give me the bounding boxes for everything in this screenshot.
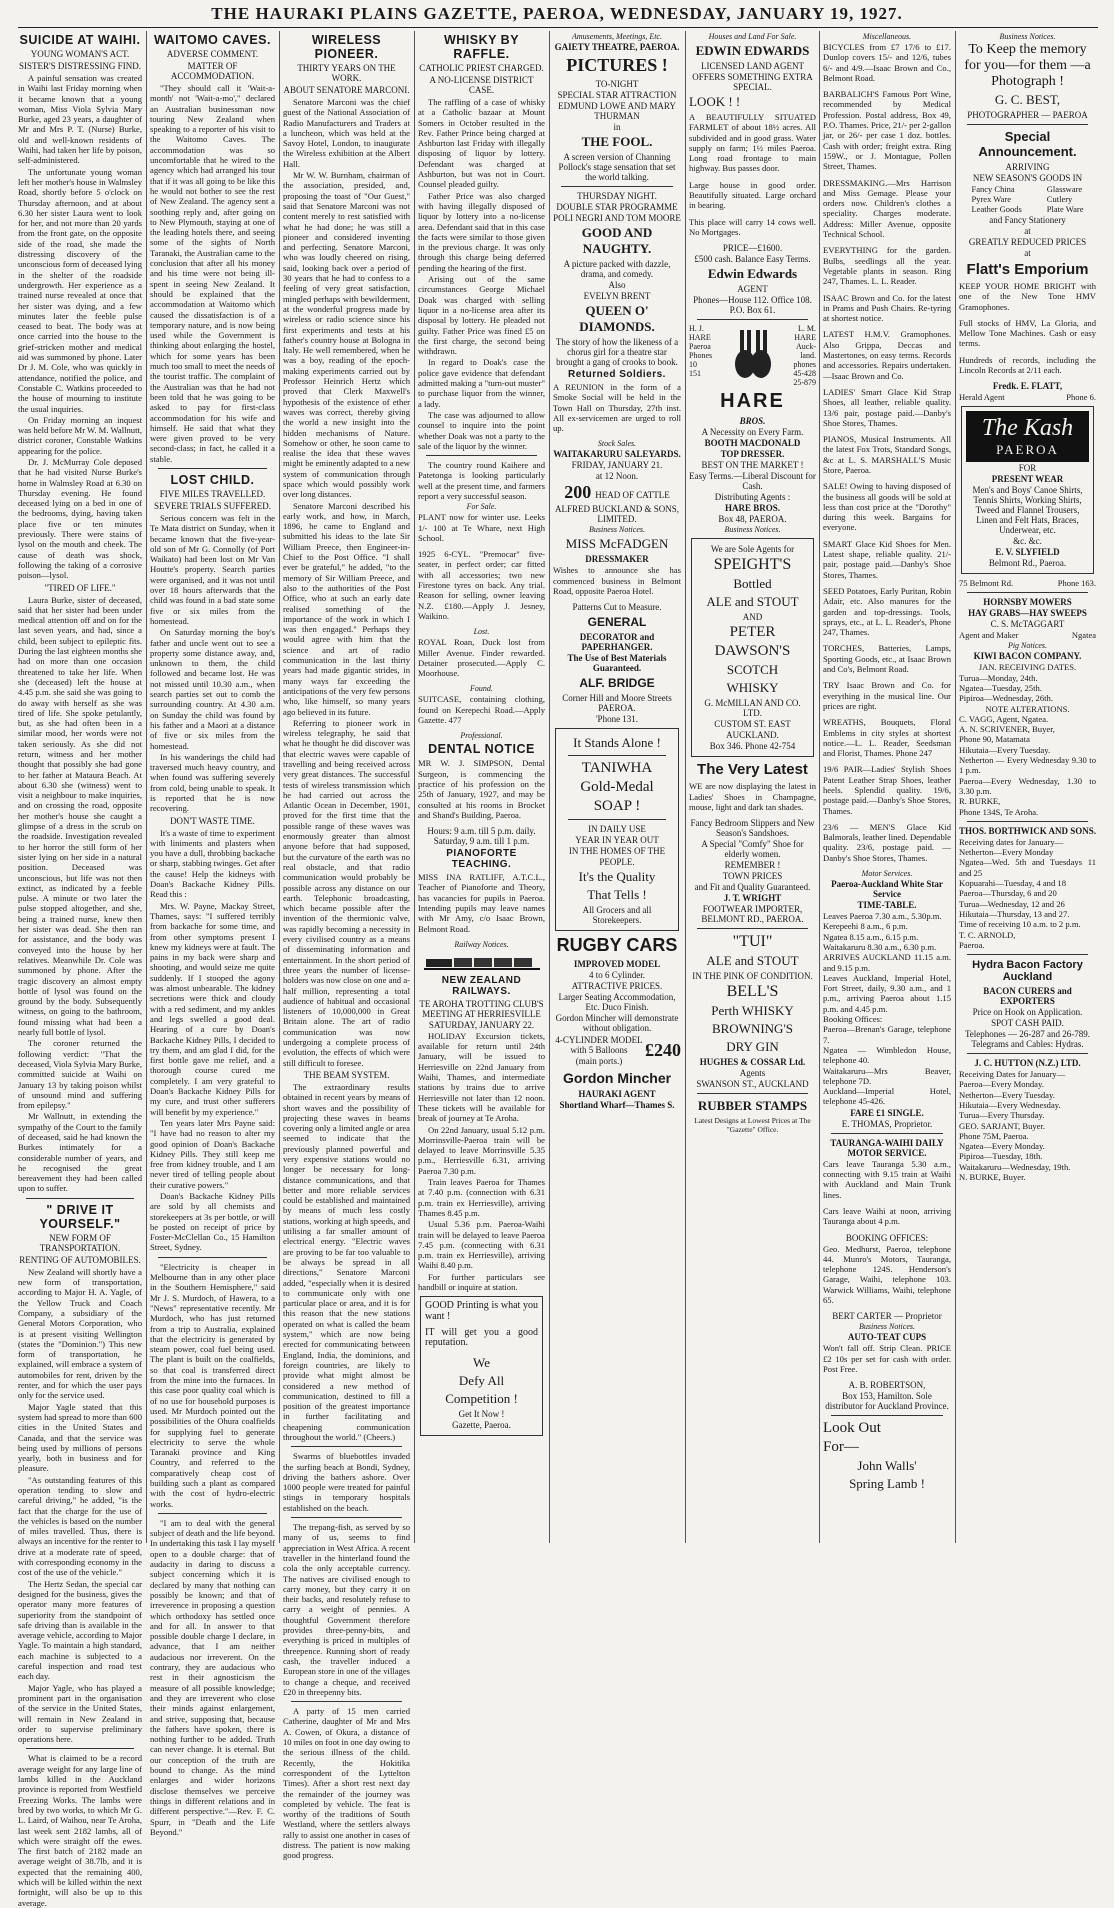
column-divider — [146, 31, 147, 1543]
railway-subtitle: TE AROHA TROTTING CLUB'S MEETING AT HERRIESVILLE — [419, 998, 544, 1019]
article-body: New Zealand will shortly have a new form of transportation, according to Major H. A. Yagle, of the Yellow Truck and Coach Company, a subsidiary of the General Motors Corporation, who is at present visiting Wellington (states the "Dominion.") This new form of transportation, he explained, will embrace a system of automobiles for rent, driven by the renter, and for which the user pays only for the service used. Major Yagle stated that this system had spread to more than 600 cities in the United States and Canada, and that the service was being used by millions of persons yearly, both in business and for pleasure. "As outstanding features of this operation tending to slow and careful driving," he added, "is the fact that the charge for the use of the vehicles is based on the number of miles travelled. Thus, there is always an incentive for the renter to drive at a moderate rate of speed, with corresponding economy in the cost of the use of the vehicle." The Hertz Sedan, the special car designed for the business, gives the operator many more features of superiority from the standpoint of safe driving than is available in the average vehicle, according to Major Yagle. To maintain a high standard, each machine is subjected to a careful inspection and road test each day. Major Yagle, who has played a prominent part in the organisation of the service in the United States, will remain in New Zealand in order to supervise preliminary operations here. — [18, 1266, 142, 1745]
column-5: Amusements, Meetings, Etc. GAIETY THEATRE, PAEROA. PICTURES ! TO-NIGHT SPECIAL STAR ATTRACTION EDMUND LOWE AND MARY THURMAN in THE FOOL. A screen version of Channing Pollock's stage sensation that set the world talking. THURSDAY NIGHT. DOUBLE STAR PROGRAMME POLI NEGRI AND TOM MOORE GOOD AND NAUGHTY. A picture packed with dazzle, drama, and comedy. Also EVELYN BRENT QUEEN O' DIAMONDS. The story of how the likeness of a chorus girl for a theatre star brought a gang of crooks to book. Returned Soldiers. A REUNION in the form of a Smoke Social will be held in the Town Hall on Thursday, 27th inst. All ex-servicemen are urged to roll up. Stock Sales. WAITAKARURU SALEYARDS. FRIDAY, JANUARY 21. at 12 Noon. 200 HEAD OF CATTLE ALFRED BUCKLAND & SONS, LIMITED. Business Notices. MISS McFADGEN DRESSMAKER Wishes to announce she has commenced business in Belmont Road, opposite Paeroa Hotel. Patterns Cut to Measure. GENERAL DECORATOR and PAPERHANGER. The Use of Best Materials Guaranteed. ALF. BRIDGE Corner Hill and Moore Streets PAEROA. 'Phone 131. It Stands Alone ! TANIWHA Gold-Medal SOAP ! IN DAILY USE YEAR IN YEAR OUT IN THE HOMES OF THE PEOPLE. It's the Quality That Tells ! All Grocers and all Storekeepers. RUGBY CARS IMPROVED MODEL 4 to 6 Cylinder. ATTRACTIVE PRICES. Larger Seating Accommodation, Etc. Duco Finish. Gordon Mincher will demonstrate without obligation. 4-CYLINDER MODEL with 5 Balloons (main ports.) £240 Gordon Mincher HAURAKI AGENT Shortland Wharf—Thames S. — [553, 32, 681, 1111]
subhead: FIVE MILES TRAVELLED. — [159, 488, 266, 499]
subhead: THE BEAM SYSTEM. — [303, 1069, 390, 1080]
column-8: Business Notices. To Keep the memory for you—for them —a Photograph ! G. C. BEST, PHOTOGRAPHER — PAEROA Special Announcement. ARRIVING NEW SEASON'S GOODS IN Fancy China Pyrex Ware Leather Goods Glassware Cutlery Plate Ware and Fancy Stationery at GREATLY REDUCED PRICES at Flatt's Emporium KEEP YOUR HOME BRIGHT with one of the New Tone HMV Gramophones. Full stocks of HMV, La Gloria, and Mellow Tone Machines. Cash or easy terms. Hundreds of records, including the Lincoln Records at 2/11 each. Fredk. E. FLATT, Herald Agent Phone 6. The Kash PAEROA FOR PRESENT WEAR Men's and Boys' Canoe Shirts, Tennis Shirts, Working Shirts, Tweed and Flannel Trousers, Linen and Felt Hats, Braces, Underwear, etc. &c. &c. E. V. SLYFIELD Belmont Rd., Paeroa. 75 Belmont Rd. Phone 163. HORNSBY MOWERS HAY GRABS—HAY SWEEPS C. S. McTAGGART Agent and Maker Ngatea Pig Notices. KIWI BACON COMPANY. JAN. RECEIVING DATES. Turua—Monday, 24th. Ngatea—Tuesday, 25th. Pipiroa—Wednesday, 26th. NOTE ALTERATIONS. C. VAGG, Agent, Ngatea. A. N. SCRIVENER, Buyer, Phone 90, Matamata Hikutaia—Every Tuesday. Netherton — Every Wednesday 9.30 to 1 p.m. Paeroa—Every Wednesday, 1.30 to 3.30 p.m. R. BURKE, Phone 134S, Te Aroha. THOS. BORTHWICK AND SONS. Receiving dates for January— Netherton—Every Monday Ngatea—Wed. 5th and Tuesdays 11 and 25 Kopuarahi—Tuesday, 4 and 18 Paeroa—Thursday, 6 and 20 Turua—Wednesday, 12 and 26 Hikutaia—Thursday, 13 and 27. Time of receiving 10 a.m. to 2 p.m. T. C. ARNOLD, Paeroa. Hydra Bacon Factory Auckland BACON CURERS and EXPORTERS Price on Hook on Application. SPOT CASH PAID. Telephones — 26-287 and 26-789. Telegrams and Cables: Hydras. J. C. HUTTON (N.Z.) LTD. Receiving Dates for January— Paeroa—Every Monday. Netherton—Every Tuesday. Hikutaia—Every Wednesday. Turua—Every Thursday. GEO. SARJANT, Buyer. Phone 75M, Paeroa. Ngatea—Every Monday. Pipiroa—Tuesday, 18th. Waitakaruru—Wednesday, 19th. N. BURKE, Buyer. — [959, 32, 1096, 1183]
column-1 — [18, 31, 142, 1908]
column-7: Miscellaneous. BICYCLES from £7 17/6 to £17. Dunlop covers 15/- and 12/6, tubes 6/- and 4/9.—Isaac Brown and Co., Belmont Road. BARBALICH'S Famous Port Wine, recommended by Medical Profession. Postal address, Box 49, P.O. Thames. Price, 21/- per 2-gallon jar, or 26/- per case 1 doz. bottles. Cash with order; freight extra. Ring 159W., or J. Montague, Pollen Street, Thames. DRESSMAKING.—Mrs Harrison and Miss Gemage. Please your orders now. Children's clothes a speciality. Charges moderate. Address: Miller Avenue, opposite Technical School. EVERYTHING for the garden. Bulbs, seedlings all the year. Vegetable plants in season. Ring 247, Thames. L. L. Reader. ISAAC Brown and Co. for the latest in Prams and Push Chairs. Re-tyring at shortest notice. LATEST H.M.V. Gramophones. Also Grippa, Deccas and Mastertones, on easy terms. Records and accessories. Repairs undertaken.—Isaac Brown and Co. LADIES' Smart Glace Kid Strap Shoes, all leather, reliable quality. 13/6 pair, postage paid.—Danby's Shoe Stores, Thames. PIANOS, Musical Instruments. All the latest Fox Trots, Standard Songs, &c at L. S. MARSHALL'S Music Store, Paeroa. SALE! Owing to having disposed of the business all goods will be sold at less than cost price at the "Dorothy" during this week. Bargains for everyone. SMART Glace Kid Shoes for Men. Latest shape, reliable quality. 21/- pair, postage paid.—Danby's Shoe Stores, Thames. SEED Potatoes, Early Puritan, Robin Adair, etc. Also manures for the garden and top-dressings. Tools, sprays, etc., at L. L. Reader's, Phone 247, Thames. TORCHES, Batteries, Lamps, Sporting Goods, etc., at Isaac Brown and Co's, Belmont Road. TRY Isaac Brown and Co. for everything in the musical line. Our prices are right. WREATHS, Bouquets, Floral Emblems in city styles at shortest notice.—L. L. Reader, Seedsman and Florist, Thames. Phone 247 19/6 PAIR—Ladies' Stylish Shoes Patent Leather Strap Shoes, leather heels. Splendid quality. 19/6, postage paid.—Danby's Shoe Stores, Thames. 23/6 — MEN'S Glace Kid Balmorals, leather lined. Dependable quality. 23/6, postage paid. — Danby's Shoe Stores, Thames. Motor Services. Paeroa-Auckland White Star Service TIME-TABLE. Leaves Paeroa 7.30 a.m., 5.30p.m. Kerepeehi 8 a.m., 6 p.m. Ngatea 8.15 a.m., 6.15 p.m. Waitakaruru 8.30 a.m., 6.30 p.m. ARRIVES AUCKLAND 11.15 a.m. and 9.15 p.m. Leaves Auckland, Imperial Hotel, Fort Street, daily, 9.30 a.m., and 1 p.m., arriving Paeroa about 1.15 p.m. and 4.45 p.m. Booking Offices: Paeroa—Brenan's Garage, telephone 7. Ngatea — Wimbledon House, telephone 40. Waitakaruru—Mrs Beaver, telephone 7D. Auckland—Imperial Hotel, telephone 45-426. FARE £1 SINGLE. E. THOMAS, Proprietor. TAURANGA-WAIHI DAILY MOTOR SERVICE. Cars leave Tauranga 5.30 a.m., connecting with 9.15 train at Waihi with Auckland and Main Trunk lines. Cars leave Waihi at noon, arriving Tauranga about 4 p.m. BOOKING OFFICES: Geo. Medhurst, Paeroa, telephone 44. Munro's Motors, Tauranga, telephone 124S. Henderson's Garage, Waihi, telephone 103. Warwick Williams, Waihi, telephone 65. BERT CARTER — Proprietor Business Notices. AUTO-TEAT CUPS Won't fall off. Strip Clean. PRICE £2 10s per set for cash with order. Post Free. A. B. ROBERTSON, Box 153, Hamilton. Sole distributor for Auckland Province. Look Out For— John Walls' Spring Lamb ! — [823, 32, 951, 1492]
timetable: Leaves Paeroa 7.30 a.m., 5.30p.m. Kerepeehi 8 a.m., 6 p.m. Ngatea 8.15 a.m., 6.15 p.m. Waitakaruru 8.30 a.m., 6.30 p.m. ARRIVES AUCKLAND 11.15 a.m. and 9.15 p.m. Leaves Auckland, Imperial Hotel, Fort Street, daily, 9.30 a.m., and 1 p.m., arriving Paeroa about 1.15 p.m. and 4.45 p.m. Booking Offices: Paeroa—Brenan's Garage, telephone 7. Ngatea — Wimbledon House, telephone 40. Waitakaruru—Mrs Beaver, telephone 7D. Auckland—Imperial Hotel, telephone 45-426. — [823, 911, 951, 1107]
subhead: A NO-LICENSE DISTRICT CASE. — [429, 75, 534, 95]
speights-ad: We are Sole Agents for SPEIGHT'S Bottled ALE and STOUT AND PETER DAWSON'S SCOTCH WHISKY G. McMILLAN AND CO. LTD. CUSTOM ST. EAST AUCKLAND. Box 346. Phone 42-754 — [691, 538, 814, 757]
dental-hours: Hours: 9 a.m. till 5 p.m. daily. Saturday, 9 a.m. till 1 p.m. — [427, 826, 536, 847]
article-body: The raffling of a case of whisky at a Catholic bazaar at Mount Somers in October resulted in the Rev. Father Prince being charged at Ashburton last Friday with illegally disposing of liquor by lottery. Defendant was charged at Ashburton, but was not in Court. Counsel pleaded guilty. Father Price was also charged with having illegally disposed of liquor by lottery into a no-license area. Defendant said that in this case the facts were similar to those given in the previous charge. It was only through this charge being deferred pending the hearing of the first. Arising out of the same circumstances George Michael Doak was charged with selling liquor in a no-license area after its disposal by lottery. He pleaded not guilty. Father Price was fined £5 on the first charge, the second being withdrawn. In regard to Doak's case the police gave evidence that defendant admitted making a "turn-out muster" to purchase liquor from the winner, a lady. The case was adjourned to allow counsel to inquire into the point whether Doak was not a party to the sale of the liquor by the winner. — [418, 97, 545, 451]
subhead: NEW FORM OF TRANSPORTATION. — [39, 1232, 121, 1253]
article-body: "I am to deal with the general subject of death and the life beyond. In undertaking this task I lay myself open to a double charge: that of audacity in daring to discuss a subject concerning which it is declared by many that nothing can possibly be known; and that of irreverence in proposing a question which orthodoxy has settled once and for all. In answer to that possible double charge I declare, in advance, that I am neither audacious nor irreverent. On the contrary, they are audacious who rest in their agnosticism the measure of all possible knowledge; and they are irreverent who close their minds against enlargement, and strive, supposing that, because the fathers have spoken, there is nothing further to be added. Truth can never change. It is eternal. But our conception of the truth are bound to change. As the mind enlarges and wider horizons disclose themselves we perceive things in different relations and in different perspective."—Rev. F. C. Spurr, in "Death and the Life Beyond." — [150, 1517, 275, 1837]
pictures-heading: PICTURES ! — [566, 55, 668, 75]
column-divider — [955, 31, 956, 1543]
subhead: ABOUT SENATORE MARCONI. — [283, 85, 410, 95]
piano-heading: PIANOFORTE TEACHING. — [446, 848, 517, 871]
subhead: RENTING OF AUTOMOBILES. — [19, 1254, 141, 1265]
railway-date: SATURDAY, JANUARY 22. — [428, 1019, 535, 1030]
railway-body: HOLIDAY Excursion tickets, available for return until 24th January, will be issued to Herriesville on 22nd January from Waihi, Thames, and intermediate stations by trains due to arrive Herriesville not later than 12 noon. These tickets will be available for break of journey at Te Aroha. On 22nd January, usual 5.12 p.m. Morrinsville-Paeroa train will be delayed to leave Morrinsville 5.35 p.m., Herriesville 6.31, arriving Paeroa 7.30 p.m. Train leaves Paeroa for Thames at 7.40 p.m. (connection with 6.31 p.m. train ex Herriesville), arriving Thames 8.45 p.m. Usual 5.36 p.m. Paeroa-Waihi train will be delayed to leave Paeroa 7.45 p.m. (connecting with 6.31 p.m. train ex Herriesville), arriving Waihi 8.40 p.m. For further particulars see handbill or inquire at station. — [418, 1030, 545, 1293]
column-2 — [150, 31, 275, 1837]
returned-soldiers-heading: Returned Soldiers. — [568, 369, 666, 380]
subhead: SISTER'S DISTRESSING FIND. — [19, 61, 141, 71]
borthwick-dates: Receiving dates for January— Netherton—Every Monday Ngatea—Wed. 5th and Tuesdays 11 and 25 Kopuarahi—Tuesday, 4 and 18 Paeroa—Thursday, 6 and 20 Turua—Wednesday, 12 and 26 Hikutaia—Thursday, 13 and 27. Time of receiving 10 a.m. to 2 p.m. T. C. ARNOLD, Paeroa. — [959, 836, 1096, 950]
article-body: Swarms of bluebottles invaded the surfing beach at Bondi, Sydney, driving the bathers ashore. Over 1000 people were treated for painful stings in temporary hospitals established on the beach. — [283, 1451, 410, 1513]
article-body: A party of 15 men carried Catherine, daughter of Mr and Mrs A. Cowen, of Okura, a distance of 10 miles on foot in one day owing to the serious illness of the child. Recently, the Hokitika correspondent of the Lyttelton Times). After a short rest next day the remainder of the journey was completed by vehicle. The feat is worthy of the traditions of South Westland, where the settlers always rally to assist one another in cases of distress. The patient is now making good progress. — [283, 1706, 410, 1861]
column-4 — [418, 31, 545, 1543]
article-body: The trepang-fish, as served by so many of us, seems to find appreciation in West Africa. A recent traveller in the hinterland found the cola the only acceptable currency. The natives are civilised enough to carry money, but they carry it on their backs, and resolutely refuse to carry a weight of pennies. A thoughtful Government therefore provides three-penny-bits, and everything is priced in multiples of threepence. Running short of ready cash, the traveller induced a European store in one of the villages to change a cheque, and received £20 in threepenny bits. — [283, 1522, 410, 1697]
piano-notice: MISS INA RATLIFF, A.T.C.L., Teacher of Pianoforte and Theory, has vacancies for pupils in Paeroa. Intending pupils may leave names with Mr Amy, c/o Isaac Brown, Belmont Road. — [418, 872, 545, 934]
article-body: The country round Kaihere and Patetonga is looking particularly well at the present time, and farmers report a very successful season. — [418, 460, 545, 501]
subhead: THIRTY YEARS ON THE WORK. — [297, 63, 396, 83]
headline-lost-child: LOST CHILD. — [170, 472, 255, 487]
headline-waitomo: WAITOMO CAVES. — [154, 33, 271, 47]
article-body: A painful sensation was created in Waihi last Friday morning when it became known that a young woman, Miss Viola Sylvia Mary Burke, aged 23 years, a daughter of Mr and Mrs P. T. (Nurse) Burke, old and well-known residents of Waihi, had taken her life by poison, self-administered. The unfortunate young woman left her mother's house in Walmsley Road, shortly before 5 o'clock on Thursday afternoon, and at about 6.30 her sister Laura went to look for her, and not more than 20 yards from the front gate, on the opposite side of the road, she made the distressing discovery of the unconscious form of deceased lying in the shelter of the roadside undergrowth. Her experience as a trained nurse revealed at once that her sister was dying, and a few minutes later the feeble pulse ceased to beat. The body was at once carried into the house to the grief-stricken mother and medical aid was summoned by phone. Later Dr J. M. Cole, who was quickly in attendance, notified the police, and Constable C. Watkins proceeded to the house of mourning to institute the usual inquiries. On Friday morning an inquest was held before Mr W. M. Wallnutt, district coroner, Constable Watkins appearing for the police. Dr. J. McMurray Cole deposed that he had visited Nurse Burke's home in Walmsley Road at 6.30 on Thursday evening. He found deceased lying on a bed in one of the bedrooms, dying, having taken place five or ten minutes previously. There were stains of lysol on the mouth and cheek. The cause of death was shock, following the taking of a corrosive poison—lysol. — [18, 73, 142, 581]
column-divider — [685, 31, 686, 1543]
article-body: Serious concern was felt in the Te Mata district on Sunday, when it became known that the five-year-old son of Mr G. Connolly (of Port Waikato) had been lost on Mr Van Houtte's property. Search parties were organised, and it was not until over 18 hours afterwards that the child was found in a bad state some five or six miles from the homestead. On Saturday morning the boy's father and uncle went out to see a property some distance away, and, unknown to them, the child followed and became lost. He was not missed until 10.30 a.m., when search parties set out to comb the surrounding country. At 4.30 a.m. on Sunday the child was found by his father and a Maori at a distance of five or six miles from the homestead. In his wanderings the child had traversed much heavy country, and when found was suffering severely from cold, being unable to speak. It is reported that he is now recovering. — [150, 512, 275, 814]
column-3 — [283, 31, 410, 1861]
category-label: Amusements, Meetings, Etc. — [572, 32, 662, 41]
subhead: "TIRED OF LIFE." — [44, 582, 116, 593]
hare-logo — [723, 324, 783, 384]
classified-ad: SUITCASE, containing clothing, found on Kerepechi Road.—Apply Gazette. 477 — [418, 694, 545, 726]
dental-heading: DENTAL NOTICE — [428, 742, 535, 757]
theatre-name: GAIETY THEATRE, PAEROA. — [554, 42, 680, 52]
classified-ad: 1925 6-CYL. "Premocar" five-seater, in perfect order; car fitted with all accessories; two new Firestone tyres on back. Any trial. Reason for selling, owner leaving N.Z. £180.—Apply J. Jesney, Waikino. — [418, 549, 545, 621]
photograph-ad-text: To Keep the memory for you—for them —a Photograph ! — [964, 42, 1091, 89]
kash-ad: The Kash PAEROA FOR PRESENT WEAR Men's and Boys' Canoe Shirts, Tennis Shirts, Working Shirts, Tweed and Flannel Trousers, Linen and Felt Hats, Braces, Underwear, etc. &c. &c. E. V. SLYFIELD Belmont Rd., Paeroa. — [961, 406, 1094, 574]
train-illustration — [422, 953, 542, 971]
subhead: ADVERSE COMMENT. — [166, 49, 259, 59]
column-divider — [414, 31, 415, 1543]
subhead: SEVERE TRIALS SUFFERED. — [153, 500, 272, 511]
article-body: The extraordinary results obtained in recent years by means of short waves and the possibility of projecting these waves in beams covering only a limited angle or area seemed to indicate that the previously planned powerful and very expensive stations would no longer be necessary for long-distance communications, and that better and more reliable services could be established and maintained by means of much less costly stations, working at high speeds, and utilising a far smaller amount of electrical energy. "Electric waves are proving to be far too valuable to be always be spread in all directions," Senatore Marconi added, "especially when it is desired to communicate only with one particular place or area, and it is for this reason that the new stations operated on what is called the beam system," which are now being erected for communicating between England, India, the dominions, and foreign countries, are likely to provide what might almost be considered a new method of communication, destined to fill a position of the greatest importance in further facilitating and cheapening communication throughout the world." (Cheers.) — [283, 1081, 410, 1442]
column-6: Houses and Land For Sale. EDWIN EDWARDS LICENSED LAND AGENT OFFERS SOMETHING EXTRA SPECIAL. LOOK ! ! A BEAUTIFULLY SITUATED FARMLET of about 18½ acres. All subdivided and in good grass. Water supply on farm; 1½ miles Paeroa. Long road frontage to main highway. Bus passes door. Large house in good order. Beautifully situated. Large orchard in bearing. This place will carry 14 cows well. No Mortgages. PRICE—£1600. £500 cash. Balance Easy Terms. Edwin Edwards AGENT Phones—House 112. Office 108. P.O. Box 61. H. J. HARE Paeroa Phones 10 151 L. M. HARE Auck- land. phones 45-428 25-879 HARE BROS. A Necessity on Every Farm. BOOTH MACDONALD TOP DRESSER. BEST ON THE MARKET ! Easy Terms.—Liberal Discount for Cash. Distributing Agents : HARE BROS. Box 48, PAEROA. Business Notices. We are Sole Agents for SPEIGHT'S Bottled ALE and STOUT AND PETER DAWSON'S SCOTCH WHISKY G. McMILLAN AND CO. LTD. CUSTOM ST. EAST AUCKLAND. Box 346. Phone 42-754 The Very Latest WE are now displaying the latest in Ladies' Shoes in Champagne, mouse, light and dark tan shades. Fancy Bedroom Slippers and New Season's Sandshoes. A Special "Comfy" Shoe for elderly women. REMEMBER ! TOWN PRICES and Fit and Quality Guaranteed. J. T. WRIGHT FOOTWEAR IMPORTER, BELMONT RD., PAEROA. "TUI" ALE and STOUT IN THE PINK OF CONDITION. BELL'S Perth WHISKY BROWNING'S DRY GIN HUGHES & COSSAR Ltd. Agents SWANSON ST., AUCKLAND RUBBER STAMPS Latest Designs at Lowest Prices at The "Gazette" Office. — [689, 32, 816, 1135]
kiwi-bacon-dates: JAN. RECEIVING DATES. Turua—Monday, 24th. Ngatea—Tuesday, 25th. Pipiroa—Wednesday, 26th. NOTE ALTERATIONS. C. VAGG, Agent, Ngatea. A. N. SCRIVENER, Buyer, Phone 90, Matamata Hikutaia—Every Tuesday. Netherton — Every Wednesday 9.30 to 1 p.m. Paeroa—Every Wednesday, 1.30 to 3.30 p.m. R. BURKE, Phone 134S, Te Aroha. — [959, 662, 1096, 817]
article-body: It's a waste of time to experiment with liniments and plasters when you have a dull, throbbing backache or sharp, stabbing twinges. Get after the cause! Help the kidneys with Doan's Backache Kidney Pills. Read this : Mrs. W. Payne, Mackay Street, Thames, says: "I suffered terribly from backache for some time, and from other symptoms present I knew my kidneys were at fault. The pains in my back were sharp and shooting, and would seize me quite suddenly. If I stooped the agony was almost unbearable. The kidney secretions were thick and cloudy with a red sediment, and my ankles and legs swelled a good deal. Hearing of a cure by Doan's Backache Kidney Pills, I decided to try them, and am glad I did, for the first bottle gave me relief, and a thorough course cured me completely. I am very grateful to Doan's Backache Kidney Pills for my cure, and trust other sufferers will benefit by my experience." Ten years later Mrs Payne said: "I have had no reason to alter my good opinion of Doan's Backache Kidney Pills. They still keep me free from kidney trouble, and I am never tired of telling people about their curative powers." Doan's Backache Kidney Pills are sold by all chemists and storekeepers at 3s per bottle, or will be posted on receipt of price by Foster-McClellan Co., 15 Hamilton Street, Sydney. — [150, 827, 275, 1253]
article-body: Senatore Marconi was the chief guest of the National Association of Radio Manufacturers and Traders at a luncheon, which was held at the Savoy Hotel, London, to inaugurate the Wireless exhibition at the Albert Hall. Mr W. W. Burnham, chairman of the association, presided, and, proposing the toast of "Our Guest," said that Senatore Marconi was not content merely to rest satisfied with what he had done; he was still a pioneer and considered inventing and perfecting. Senatore Marconi, who was loudly cheered on rising, said, looking back over a period of 30 years that he had to confess to a feeling of very great satisfaction, mingled perhaps with bewilderment, at the wonderful progress made by wireless or radio science since his first experiments and tests at his father's country house at Bologna in Italy. He well remembered, when he was a boy, reading of the epoch-making experiments carried out by Professor Heinrich Hertz which proved that Clerk Maxwell's hypothesis of the existence of ether waves was correct, thereby giving the world a new insight into the hidden mechanisms of Nature. Somehow or other, he soon came to realise the idea that these waves might be eminently adapted to a new system of communication through space which would possibly work over long distances. Senatore Marconi described his early work, and how, in March, 1896, he came to England and submitted his ideas to the late Sir William Preece, then Engineer-in-Chief to the Post Office. "I shall ever be grateful," he added, "to the memory of Sir William Preece, and also to the authorities of the Post Office, who at such an early date realised something of the importance of the work in which I was then engaged." Perhaps they would agree with him that the science and art of radio communication in the last thirty years had made gigantic strides, in many ways far exceeding the anticipations of the very few persons who, like himself, so many years ago believed in its future. Referring to pioneer work in wireless telegraphy, he said that what he thought he did discover was that electric waves were capable of travelling and being received across very great distances. The successful tests of wireless transmission which he had carried out across the Atlantic Ocean in December, 1901, proved for the first time that the possible range of these waves was enormously greater than almost anyone before that had supposed, but the curvature of the earth was no real obstacle, and that radio communication would probably be possible across any distance on our earth. Telephonic broadcasting, which became possible after the invention of the thermionic valve, was rapidly becoming a necessity in every civilised country as a means of disseminating information and entertainment. In the short period of three years the number of license-holders was now close on one and a-half million, representing a total audience of habitual and occasional listeners of 10,000,000 in Great Britain alone. The art of radio communication was now undergoing a complete process of evolution, the effects of which were still difficult to foresee. — [283, 97, 410, 1068]
headline-drive-it: " DRIVE IT YOURSELF." — [39, 1202, 121, 1231]
category-label: Found. — [470, 684, 493, 694]
column-divider — [279, 31, 280, 1543]
article-body: "Electricity is cheaper in Melbourne than in any other place in the Southern Hemisphere," said Mr J. S. Murdoch, of Hawera, to a "News" representative recently. Mr Murdoch, who has just returned from a trip to Australia, explained that the electricity is generated by steam power, coal fuel being used. The plant is built on the coalfields, so that coal is transferred direct from the mine into the furnaces. In this case poor quality coal which is of no use for household purposes is used. Mr Murdoch pointed out the possibilities of the Ohura coalfields for supplying fuel to generate electricity to serve the whole Taranaki province and King Country, and referred to the comparatively cheap cost of building such a plant as compared with the cost of hydro-electric works. — [150, 1261, 275, 1509]
category-label: For Sale. — [466, 502, 497, 512]
masthead: THE HAURAKI PLAINS GAZETTE, PAEROA, WEDNESDAY, JANUARY 19, 1927. — [211, 4, 903, 23]
subhead: DON'T WASTE TIME. — [170, 815, 255, 826]
article-body: What is claimed to be a record average weight for any large line of lambs killed in the Auckland province is reported from Westfield Freezing Works. The lambs were bred by two works, to which Mr G. L. Laird, of Waihou, near Te Aroha, last week sent 2182 lambs, all of which were straight off the ewes. The first batch of 2182 made an average weight of 38.7lb, and it is expected that the remaining 400, which will be killed within the next fortnight, will also be up to this average. — [18, 1753, 142, 1908]
railway-heading: NEW ZEALAND RAILWAYS. — [441, 974, 522, 997]
category-label: Lost. — [473, 627, 490, 637]
rugby-cars-heading: RUGBY CARS — [556, 935, 678, 956]
headline-whisky: WHISKY BY RAFFLE. — [443, 33, 520, 61]
classified-ad: ROYAL Roan, Duck lost from Miller Avenue. Finder rewarded. Detainer prosecuted.—Apply C. Moorhouse. — [418, 637, 545, 679]
article-body: "They should call it 'Wait-a-month' not 'Wait-a-mo'," declared an Australian businessman now touring New Zealand when speaking to a reporter of his visit to the Waitomo Caves. The accommodation was so uncomfortable that he wired to the agency which had arranged his tour that if it was all going to be like this he would not bother to see the rest of New Zealand. The agency sent a soothing reply and, after going on to New Plymouth, staying at one of the leading hotels there, and seeing some of the sights of North Taranaki, the Australian came to the conclusion that after all his money and his time were not being ill-spent in seeing New Zealand. It should be explained that the accommodation at Waitomo which caused the dissatisfaction is of a temporary nature, and is now being used while the Government is thinking about enlarging the hostel, which for some years has been much too small to meet the needs of the tourist traffic. The complaint of the Australian was that he had not been told that he was going to be asked to pay for first-class accommodation for his wife and himself. He said that what they were given proved to be very second-class; in fact, he called it a stable. — [150, 83, 275, 464]
hutton-dates: Receiving Dates for January— Paeroa—Every Monday. Netherton—Every Tuesday. Hikutaia—Every Wednesday. Turua—Every Thursday. GEO. SARJANT, Buyer. Phone 75M, Paeroa. Ngatea—Every Monday. Pipiroa—Tuesday, 18th. Waitakaruru—Wednesday, 19th. N. BURKE, Buyer. — [959, 1069, 1071, 1183]
taniwha-soap-ad: It Stands Alone ! TANIWHA Gold-Medal SOAP ! IN DAILY USE YEAR IN YEAR OUT IN THE HOMES OF THE PEOPLE. It's the Quality That Tells ! All Grocers and all Storekeepers. — [555, 728, 679, 931]
hare-bros-ad: H. J. HARE Paeroa Phones 10 151 L. M. HARE Auck- land. phones 45-428 25-879 — [689, 324, 816, 388]
article-body: Laura Burke, sister of deceased, said that her sister had been under medical attention off and on for the last seven years, and had, since a child, been subject to epileptic fits. During the last eighteen months she had on more than one occasion threatened to take her life. When she (deceased) left the house at 4.45 p.m. she said she was going to do away with herself as she was tired of life. She spoke petulantly, but, as she had often been in a similar mood, her words were not taken seriously. As she did not return, witness and her mother thought that possibly she had gone to her father at Mataura Beach. At about 6.30 she (witness) went to visit a neighbour to make inquiries, and on crossing the road, opposite her mother's house she caught a glimpse of a dress in the scrub on the roadside. Investigation revealed to her horror the still form of her sister lying on her side in a natural position. Deceased was unconscious, but life was not then extinct, as indicated by a feeble pulse. A minute or two later the pulse stopped altogether, and she, being a trained nurse, knew then her sister was dead. She then ran for assistance, and the body was conveyed into the house by her relatives. Meanwhile Dr. Cole was summoned by phone. After the tragic discovery an almost empty bottle of lysol was found on the ground by the body. Subsequently witness, on going to the bathroom, found missing what had been a nearly full bottle of lysol. The coroner returned the following verdict: "That the deceased, Viola Sylvia Mary Burke, committed suicide at Waihi on January 13 by taking poison whilst of unsound mind and suffering from epilepsy." Mr Wallnutt, in extending the sympathy of the Court to the family of deceased, said he had known the Burkes intimately for a considerable number of years, and he recognised the great bereavement they had been called upon to suffer. — [18, 594, 142, 1194]
good-printing-ad: GOOD Printing is what you want ! IT will get you a good reputation. We Defy All Competition ! Get It Now ! Gazette, Paeroa. — [420, 1296, 543, 1435]
masthead-rule — [18, 27, 1098, 28]
subhead: MATTER OF ACCOMMODATION. — [170, 61, 255, 81]
subhead: CATHOLIC PRIEST CHARGED. — [419, 63, 544, 73]
classified-ad: PLANT now for winter use. Leeks 1/- 100 at Te Whare, next High School. — [418, 512, 545, 543]
dental-notice: MR W. J. SIMPSON, Dental Surgeon, is commencing the practice of his profession on the 25th of January, 1927, and may be consulted at his rooms in Brocket and Shand's Building, Paeroa. — [418, 758, 545, 820]
headline-wireless: WIRELESS PIONEER. — [311, 33, 382, 61]
category-label: Railway Notices. — [454, 939, 509, 949]
column-divider — [549, 31, 550, 1543]
category-label: Professional. — [460, 731, 503, 741]
headline-suicide: SUICIDE AT WAIHI. — [19, 33, 141, 47]
column-divider — [819, 31, 820, 1543]
subhead: YOUNG WOMAN'S ACT. — [30, 49, 130, 59]
